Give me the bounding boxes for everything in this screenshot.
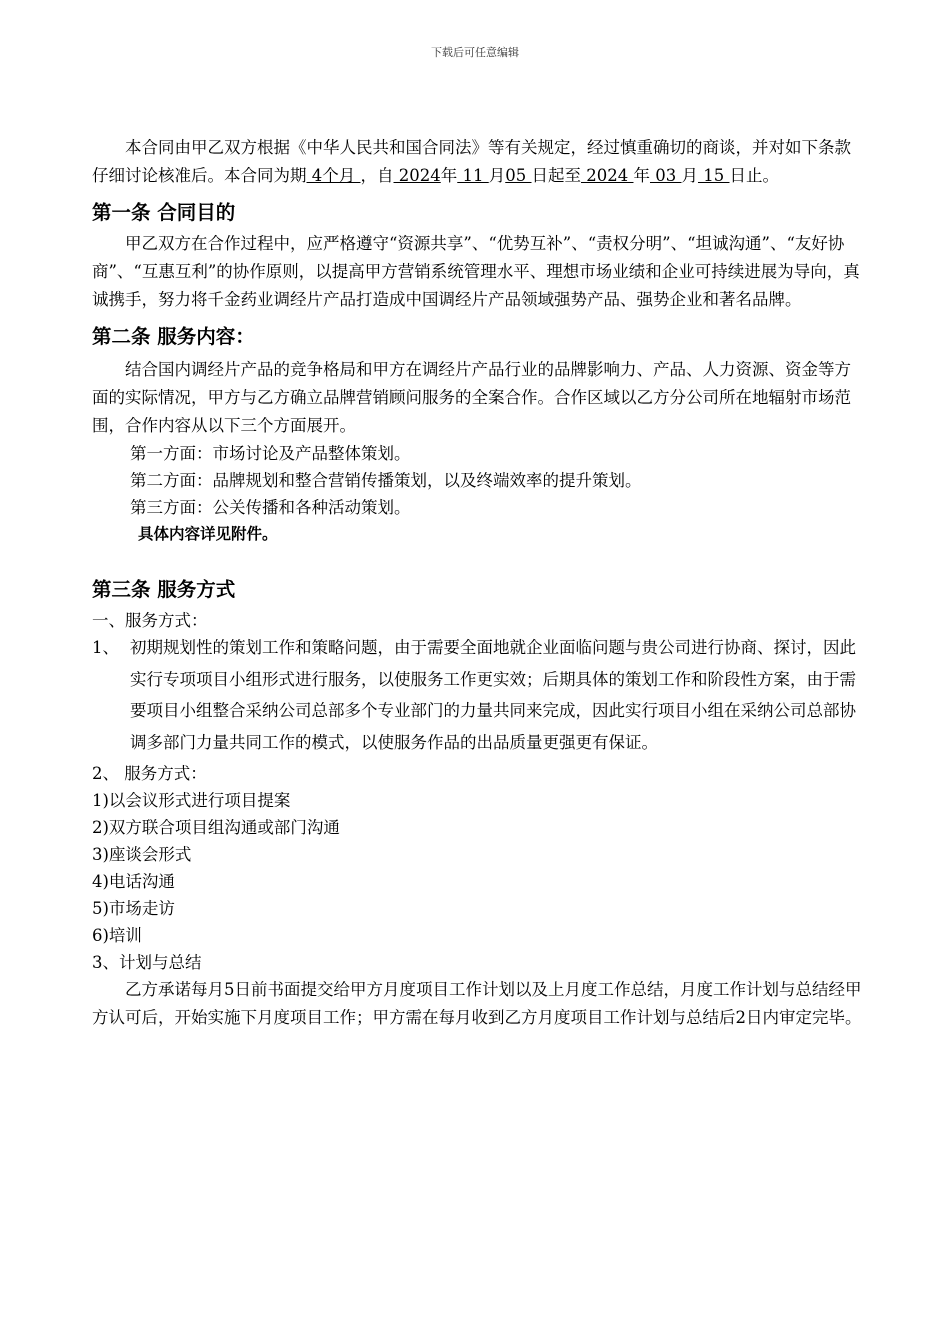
service-item-2: 2、 服务方式： [92, 764, 207, 783]
intro-text: 日止。 [729, 166, 779, 185]
section-2-title: 第二条 服务内容： [92, 325, 255, 348]
aspect-1: 第一方面：市场讨论及产品整体策划。 [130, 444, 411, 463]
start-year: 2024 [393, 166, 441, 185]
page-header: 下载后可任意编辑 [431, 46, 519, 59]
intro-text: 月 [488, 166, 506, 185]
section-2-paragraph: 结合国内调经片产品的竞争格局和甲方在调经片产品行业的品牌影响力、产品、人力资源、资金等方面的实际情况，甲方与乙方确立品牌营销顾问服务的全案合作。合作区域以乙方分公司所在地辐射市场范围，合作内容从以下三个方面展开。 [92, 360, 851, 435]
intro-text: ，自 [360, 166, 394, 185]
end-year: 2024 [581, 166, 634, 185]
service-item-1 [92, 632, 867, 758]
method-2: 2)双方联合项目组沟通或部门沟通 [92, 818, 340, 837]
document-body [92, 134, 867, 1032]
aspect-2: 第二方面：品牌规划和整合营销传播策划，以及终端效率的提升策划。 [130, 471, 642, 490]
attachment-note: 具体内容详见附件。 [138, 525, 278, 543]
method-5: 5)市场走访 [92, 899, 175, 918]
plan-summary-paragraph: 乙方承诺每月5日前书面提交给甲方月度项目工作计划以及上月度工作总结，月度工作计划与总结经甲方认可后，开始实施下月度项目工作；甲方需在每月收到乙方月度项目工作计划与总结后2日内审定完毕。 [92, 980, 862, 1027]
service-method-heading: 一、服务方式： [92, 611, 208, 630]
intro-paragraph [92, 134, 867, 190]
method-3: 3)座谈会形式 [92, 845, 192, 864]
intro-text: 月 [681, 166, 698, 185]
service-item-3: 3、计划与总结 [92, 953, 202, 972]
intro-text: 本合同由甲乙双方根据《中华人民共和国合同法》等有关规定，经过慎重确切的商谈，并对如下条款仔细讨论核准后。本合同为期 [92, 138, 851, 185]
section-1-title: 第一条 合同目的 [92, 201, 236, 224]
contract-period: 4个月 [306, 166, 361, 185]
method-6: 6)培训 [92, 926, 142, 945]
item-number: 1、 [92, 638, 119, 657]
aspect-3: 第三方面：公关传播和各种活动策划。 [130, 498, 411, 517]
start-day: 05 [505, 166, 532, 185]
method-4: 4)电话沟通 [92, 872, 175, 891]
start-month: 11 [457, 166, 489, 185]
item-1-text: 初期规划性的策划工作和策略问题，由于需要全面地就企业面临问题与贵公司进行协商、探讨，因此实行专项项目小组形式进行服务，以使服务工作更实效；后期具体的策划工作和阶段性方案，由于需要项目小组整合采纳公司总部多个专业部门的力量共同来完成，因此实行项目小组在采纳公司总部协调多部门力量共同工作的模式，以使服务作品的出品质量更强更有保证。 [130, 638, 856, 752]
end-month: 03 [649, 166, 682, 185]
intro-text: 年 [633, 166, 650, 185]
intro-text: 日起至 [531, 166, 581, 185]
section-1-paragraph: 甲乙双方在合作过程中，应严格遵守“资源共享”、“优势互补”、“责权分明”、“坦诚沟通”、“友好协商”、“互惠互利”的协作原则，以提高甲方营销系统管理水平、理想市场业绩和企业可持续进展为导向，真诚携手，努力将千金药业调经片产品打造成中国调经片产品领域强势产品、强势企业和著名品牌。 [92, 234, 860, 309]
end-day: 15 [697, 166, 730, 185]
section-3-title: 第三条 服务方式 [92, 578, 236, 601]
method-1: 1)以会议形式进行项目提案 [92, 791, 291, 810]
intro-text: 年 [440, 166, 458, 185]
